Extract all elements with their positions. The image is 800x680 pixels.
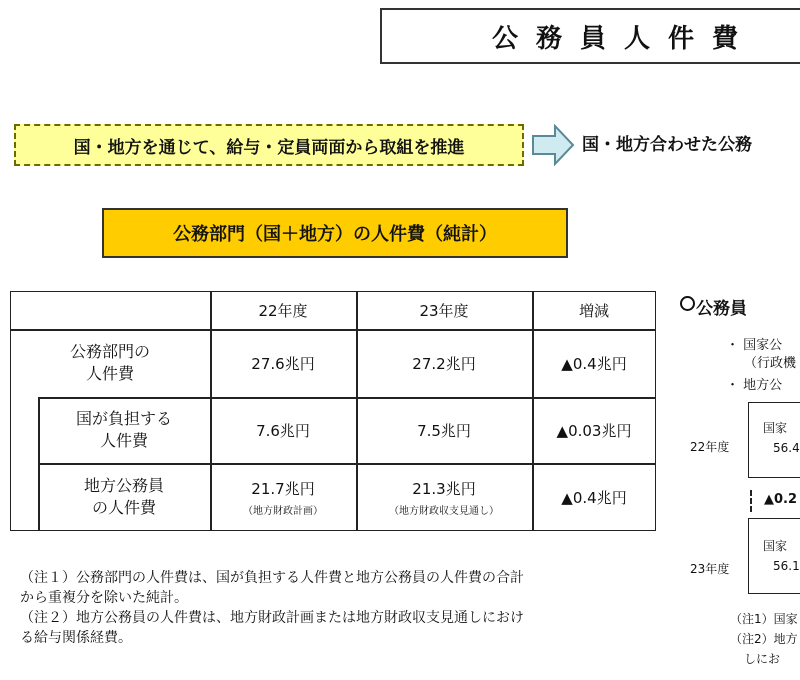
cell-local-fy23-note: （地方財政収支見通し） xyxy=(389,505,499,517)
right-panel-cropped xyxy=(680,290,800,680)
right-bullet-national-sub: （行政機 xyxy=(744,356,797,371)
total-cost-label: 公務部門（国＋地方）の人件費（純計） xyxy=(102,208,568,258)
right-arrow-icon xyxy=(531,124,575,166)
right-box-fy22: 国家 56.4 xyxy=(748,402,800,478)
policy-result-text: 国・地方合わせた公務 xyxy=(582,135,752,155)
right-year-23: 23年度 xyxy=(690,562,730,576)
cell-local-fy22-note: （地方財政計画） xyxy=(243,505,323,517)
policy-statement-box: 国・地方を通じて、給与・定員両面から取組を推進 xyxy=(14,124,524,166)
footnote-line: （注２）地方公務員の人件費は、地方財政計画または地方財政収支見通しにおけ xyxy=(20,610,524,626)
footnote-line: る給与関係経費。 xyxy=(20,630,132,646)
cell-local-fy23: 21.3兆円 （地方財政収支見通し） xyxy=(389,479,499,517)
cell-local-change: ▲0.4兆円 xyxy=(561,488,627,507)
footnote-line: から重複分を除いた純計。 xyxy=(20,590,188,606)
cell-public-fy23: 27.2兆円 xyxy=(412,354,476,373)
right-note-2: （注2）地方 xyxy=(730,632,798,646)
right-bullet-national: ・ 国家公 xyxy=(726,338,783,353)
cell-national-fy23: 7.5兆円 xyxy=(417,421,471,440)
cell-public-fy22: 27.6兆円 xyxy=(251,354,315,373)
header-fy23: 23年度 xyxy=(419,301,469,320)
footnotes xyxy=(20,568,660,648)
cell-local-fy22: 21.7兆円 （地方財政計画） xyxy=(243,479,323,517)
page-title: 公務員人件費 xyxy=(380,8,800,64)
cell-public-change: ▲0.4兆円 xyxy=(561,354,627,373)
right-panel-title: 公務員 xyxy=(696,299,747,319)
row-label-public-sector: 公務部門の 人件費 xyxy=(69,342,150,383)
header-fy22: 22年度 xyxy=(258,301,308,320)
right-dashed-connector xyxy=(750,490,752,512)
right-year-22: 22年度 xyxy=(690,440,730,454)
right-box-fy23: 国家 56.1 xyxy=(748,518,800,594)
footnote-line: （注１）公務部門の人件費は、国が負担する人件費と地方公務員の人件費の合計 xyxy=(20,570,524,586)
row-label-national: 国が負担する 人件費 xyxy=(75,409,172,450)
cell-national-fy22: 7.6兆円 xyxy=(256,421,310,440)
right-bullet-local: ・ 地方公 xyxy=(726,378,783,393)
right-note-1: （注1）国家 xyxy=(730,612,798,626)
circle-bullet-icon xyxy=(680,296,695,311)
header-change: 増減 xyxy=(578,301,609,320)
right-diff-value: ▲0.2 xyxy=(764,492,798,507)
row-label-local: 地方公務員 の人件費 xyxy=(83,476,164,517)
right-note-3: しにお xyxy=(744,652,781,666)
personnel-cost-table xyxy=(10,291,656,531)
cell-national-change: ▲0.03兆円 xyxy=(556,421,632,440)
